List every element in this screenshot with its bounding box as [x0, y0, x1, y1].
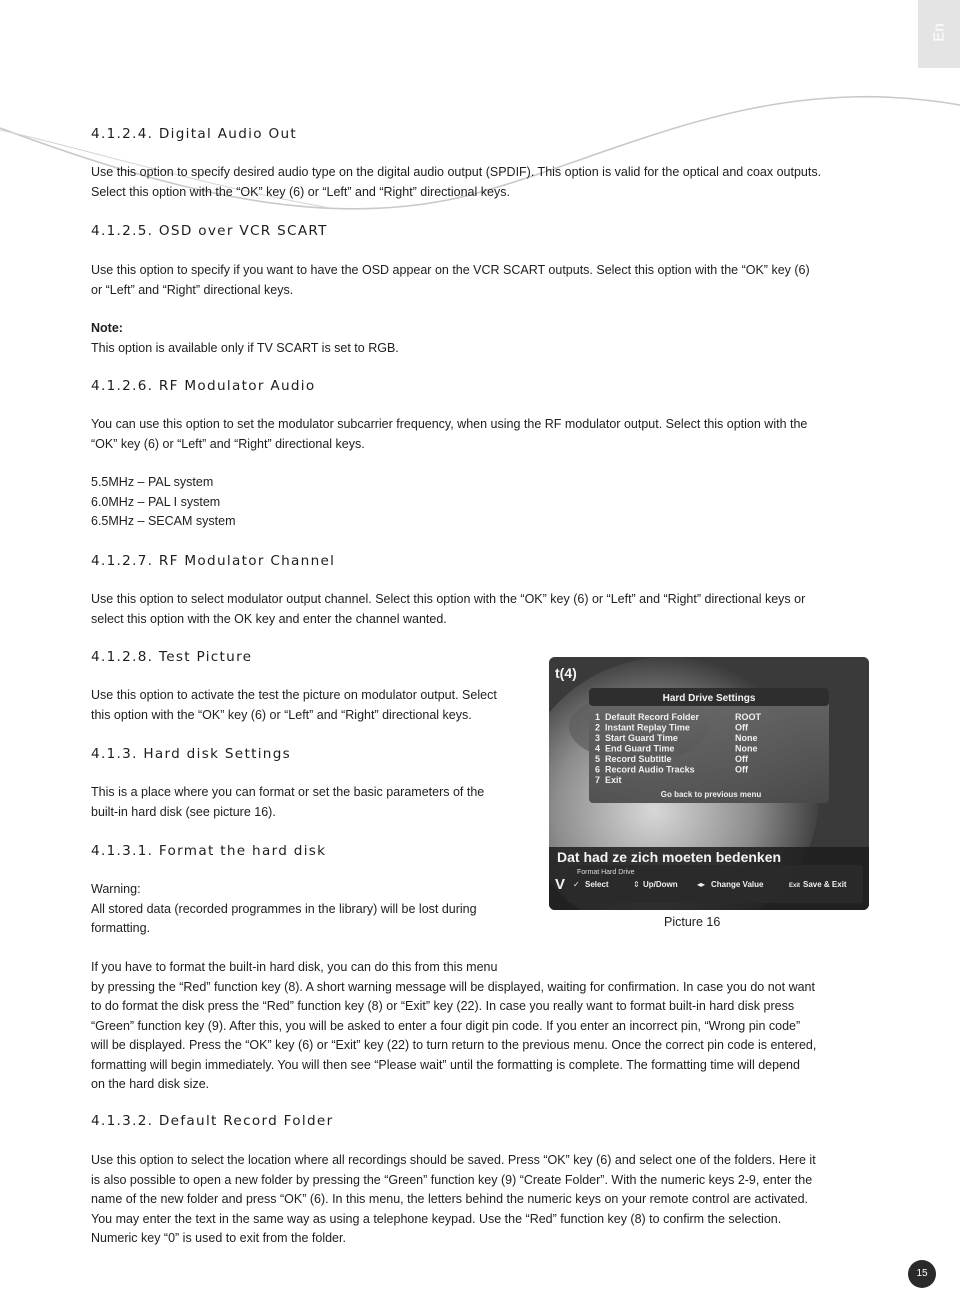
heading-default-record-folder: 4.1.3.2. Default Record Folder: [91, 1113, 334, 1129]
menu-row-label: Default Record Folder: [605, 712, 700, 722]
exit-key-icon: Exit: [789, 883, 801, 889]
heading-format-hard-disk: 4.1.3.1. Format the hard disk: [91, 843, 327, 859]
heading-rf-modulator-audio: 4.1.2.6. RF Modulator Audio: [91, 378, 316, 394]
note-label: Note:: [91, 321, 123, 335]
list-item: 5.5MHz – PAL system: [91, 475, 214, 489]
paragraph-rf-modulator-channel: Use this option to select modulator output channel. Select this option with the “OK” key (6) or “Left” and “Right” directional keys or select this option with the OK key and enter the channel wanted.: [91, 592, 806, 626]
menu-row-value: ROOT: [735, 712, 761, 722]
list-item: 6.0MHz – PAL I system: [91, 494, 221, 509]
menu-row-label: Exit: [605, 775, 622, 785]
hint-select: Select: [585, 880, 609, 889]
tv-screenshot: [549, 657, 869, 910]
paragraph-digital-audio-out: Use this option to specify desired audio type on the digital audio output (SPDIF). This option is valid for the optical and coax outputs. Select this option with the “OK” key (6) or “Left” and “Right” directional keys.: [91, 165, 822, 199]
menu-row-value: Off: [735, 754, 748, 764]
menu-row-number: 1: [595, 712, 601, 722]
page-number: 15: [908, 1260, 936, 1288]
warning-block: Warning: All stored data (recorded programmes in the library) will be lost during formatting.: [91, 880, 531, 939]
menu-row-value: Off: [735, 722, 748, 733]
menu-row-label: Record Subtitle: [605, 754, 672, 764]
note-block: [91, 319, 871, 358]
check-icon: ✓: [573, 880, 580, 889]
menu-row-value: Off: [735, 764, 748, 775]
tv-screenshot-graphic: [549, 657, 869, 910]
bar-left-glyph: V: [555, 876, 566, 893]
heading-digital-audio-out: 4.1.2.4. Digital Audio Out: [91, 126, 298, 142]
channel-corner-label: t(4): [555, 665, 577, 681]
menu-row-value: None: [735, 743, 758, 754]
format-hard-drive-label: Format Hard Drive: [577, 869, 635, 876]
menu-row-label: Instant Replay Time: [605, 722, 690, 733]
heading-rf-modulator-channel: 4.1.2.7. RF Modulator Channel: [91, 553, 336, 569]
menu-row-number: 7: [595, 775, 601, 785]
menu-row-label: End Guard Time: [605, 743, 675, 754]
heading-hard-disk-settings: 4.1.3. Hard disk Settings: [91, 746, 292, 762]
language-tab-label: En: [930, 23, 948, 42]
note-text: This option is available only if TV SCART is set to RGB.: [91, 340, 399, 355]
menu-row-number: 6: [595, 764, 601, 775]
menu-row-value: None: [735, 733, 758, 743]
menu-title: Hard Drive Settings: [662, 693, 756, 704]
paragraph-rf-modulator-audio: You can use this option to set the modulator subcarrier frequency, when using the RF modulator output. Select this option with the “OK” key (6) or “Left” and “Right” directional keys.: [91, 417, 808, 451]
menu-row-label: Start Guard Time: [605, 733, 678, 743]
hint-updown: Up/Down: [643, 880, 678, 889]
leftright-arrow-icon: ◂▸: [697, 880, 706, 889]
heading-osd-over-vcr-scart: 4.1.2.5. OSD over VCR SCART: [91, 223, 328, 239]
menu-row-label: Record Audio Tracks: [605, 764, 695, 775]
subtitle-text: Dat had ze zich moeten bedenken: [557, 849, 782, 865]
list-item: 6.5MHz – SECAM system: [91, 514, 236, 528]
menu-row-number: 4: [595, 743, 601, 754]
heading-test-picture: 4.1.2.8. Test Picture: [91, 649, 253, 665]
back-hint: Go back to previous menu: [660, 790, 762, 799]
paragraph-hard-disk-settings: This is a place where you can format or set the basic parameters of the built-in hard disk (see picture 16).: [91, 785, 485, 819]
paragraph-default-record-folder: Use this option to select the location where all recordings should be saved. Press “OK” key (6) and select one of the folders. Here it is also possible to open a new folder by pressing the “Green” function key (9) “Create Folder”. With the numeric keys 2-9, enter the name of the new folder and press “OK” (6). In this menu, the letters behind the numeric keys on your remote control are activated. You may enter the text in the same way as using a telephone keypad. Use the “Red” function key (8) to confirm the selection. Numeric key “0” is used to exit from the folder.: [91, 1153, 816, 1245]
paragraph-osd-over-vcr-scart: Use this option to specify if you want to have the OSD appear on the VCR SCART outputs. Select this option with the “OK” key (6) or “Left” and “Right” directional keys.: [91, 263, 810, 297]
hint-save-exit: Save & Exit: [803, 880, 847, 889]
menu-row-number: 2: [595, 722, 601, 733]
menu-row-number: 5: [595, 754, 601, 764]
paragraph-format-hard-disk: If you have to format the built-in hard disk, you can do this from this menu by pressing the “Red” function key (8). A short warning message will be displayed, waiting for confirmation. In case you do not want to do format the disk press the “Red” function key (8) or “Exit” key (22). In case you really want to format built-in hard disk press “Green” function key (9). After this, you will be asked to enter a four digit pin code. If you enter an incorrect pin, “Wrong pin code” will be displayed. Press the “OK” key (6) or “Exit” key (22) to turn return to the previous menu. Once the correct pin code is entered, formatting will begin immediately. You will then see “Please wait” until the formatting is complete. The formatting time will depend on the hard disk size.: [91, 960, 817, 1091]
paragraph-test-picture: Use this option to activate the test the picture on modulator output. Select this option with the “OK” key (6) or “Left” and “Right” directional keys.: [91, 688, 497, 722]
warning-label: Warning:: [91, 882, 141, 896]
updown-arrow-icon: ⇕: [633, 880, 640, 889]
language-tab: [918, 0, 960, 68]
frequency-options-list: [91, 473, 871, 532]
menu-row-number: 3: [595, 733, 601, 743]
picture-caption: Picture 16: [664, 915, 721, 929]
hint-change-value: Change Value: [711, 880, 764, 889]
